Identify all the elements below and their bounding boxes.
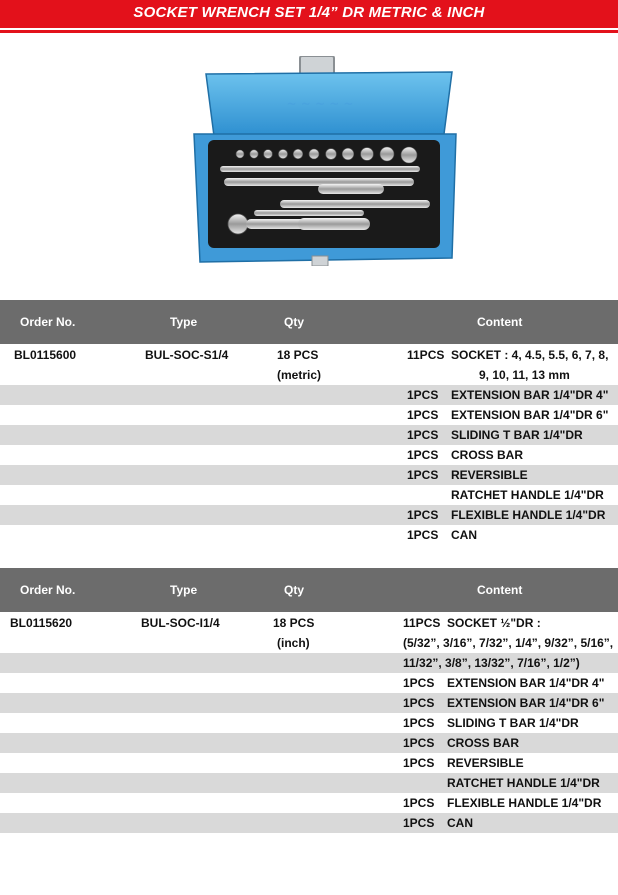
- header-qty: Qty: [284, 583, 305, 597]
- table-row: [0, 613, 618, 633]
- header-content: Content: [477, 315, 523, 329]
- order-no: BL0115620: [10, 616, 73, 630]
- table-row: [0, 425, 618, 445]
- product-table-inch: [0, 568, 618, 833]
- table-row: [0, 445, 618, 465]
- pcs: 1PCS: [407, 508, 439, 522]
- description: 11/32”, 3/8”, 13/32”, 7/16”, 1/2”): [403, 656, 580, 670]
- type: BUL-SOC-I1/4: [141, 616, 220, 630]
- description: SLIDING T BAR 1/4"DR: [451, 428, 583, 442]
- table-row: [0, 485, 618, 505]
- pcs: 1PCS: [403, 676, 435, 690]
- table-header: [0, 300, 618, 344]
- description: FLEXIBLE HANDLE 1/4"DR: [447, 796, 602, 810]
- description: EXTENSION BAR 1/4"DR 6": [447, 696, 605, 710]
- pcs: 1PCS: [403, 716, 435, 730]
- order-no: BL0115600: [14, 348, 77, 362]
- pcs: 1PCS: [403, 816, 435, 830]
- table-row: [0, 405, 618, 425]
- qty: 18 PCS: [273, 616, 315, 630]
- page-title: SOCKET WRENCH SET 1/4” DR METRIC & INCH: [133, 4, 485, 21]
- pcs: 1PCS: [407, 528, 439, 542]
- qty: (inch): [277, 636, 310, 650]
- pcs: 1PCS: [407, 388, 439, 402]
- description: CAN: [447, 816, 473, 830]
- description: EXTENSION BAR 1/4"DR 4": [447, 676, 605, 690]
- table-row: [0, 753, 618, 773]
- pcs: 1PCS: [407, 448, 439, 462]
- table-row: [0, 673, 618, 693]
- header-content: Content: [477, 583, 523, 597]
- pcs: 1PCS: [407, 408, 439, 422]
- description: CROSS BAR: [447, 736, 520, 750]
- table-row: [0, 813, 618, 833]
- description: CROSS BAR: [451, 448, 524, 462]
- header-order-no: Order No.: [20, 583, 76, 597]
- table-row: [0, 525, 618, 545]
- description: (5/32”, 3/16”, 7/32”, 1/4”, 9/32”, 5/16”,: [403, 636, 614, 650]
- description: RATCHET HANDLE 1/4"DR: [447, 776, 600, 790]
- description: SOCKET ½"DR :: [447, 616, 541, 630]
- pcs: 1PCS: [403, 736, 435, 750]
- table-row: [0, 365, 618, 385]
- description: REVERSIBLE: [447, 756, 524, 770]
- description: FLEXIBLE HANDLE 1/4"DR: [451, 508, 606, 522]
- pcs: 1PCS: [403, 796, 435, 810]
- table-row: [0, 733, 618, 753]
- table-header: [0, 568, 618, 612]
- description: SOCKET : 4, 4.5, 5.5, 6, 7, 8,: [451, 348, 609, 362]
- pcs: 11PCS: [407, 348, 445, 362]
- description: EXTENSION BAR 1/4"DR 6": [451, 408, 609, 422]
- table-row: [0, 385, 618, 405]
- svg-text:~ ~ ~ ~ ~: ~ ~ ~ ~ ~: [286, 97, 354, 111]
- description: SLIDING T BAR 1/4"DR: [447, 716, 579, 730]
- qty: 18 PCS: [277, 348, 319, 362]
- table-row: [0, 505, 618, 525]
- header-qty: Qty: [284, 315, 305, 329]
- product-photo: [190, 56, 460, 266]
- table-row: [0, 465, 618, 485]
- header-type: Type: [170, 315, 198, 329]
- product-table-metric: [0, 300, 618, 545]
- header-order-no: Order No.: [20, 315, 76, 329]
- pcs: 1PCS: [407, 468, 439, 482]
- qty: (metric): [277, 368, 322, 382]
- description: EXTENSION BAR 1/4"DR 4": [451, 388, 609, 402]
- description: REVERSIBLE: [451, 468, 528, 482]
- table-row: [0, 345, 618, 365]
- table-row: [0, 693, 618, 713]
- pcs: 1PCS: [407, 428, 439, 442]
- pcs: 1PCS: [403, 756, 435, 770]
- pcs: 11PCS: [403, 616, 441, 630]
- pcs: 1PCS: [403, 696, 435, 710]
- title-banner: [0, 0, 618, 30]
- table-row: [0, 773, 618, 793]
- table-row: [0, 713, 618, 733]
- header-type: Type: [170, 583, 198, 597]
- description: 9, 10, 11, 13 mm: [479, 368, 570, 382]
- table-row: [0, 653, 618, 673]
- description: CAN: [451, 528, 477, 542]
- table-row: [0, 633, 618, 653]
- type: BUL-SOC-S1/4: [145, 348, 229, 362]
- table-row: [0, 793, 618, 813]
- description: RATCHET HANDLE 1/4"DR: [451, 488, 604, 502]
